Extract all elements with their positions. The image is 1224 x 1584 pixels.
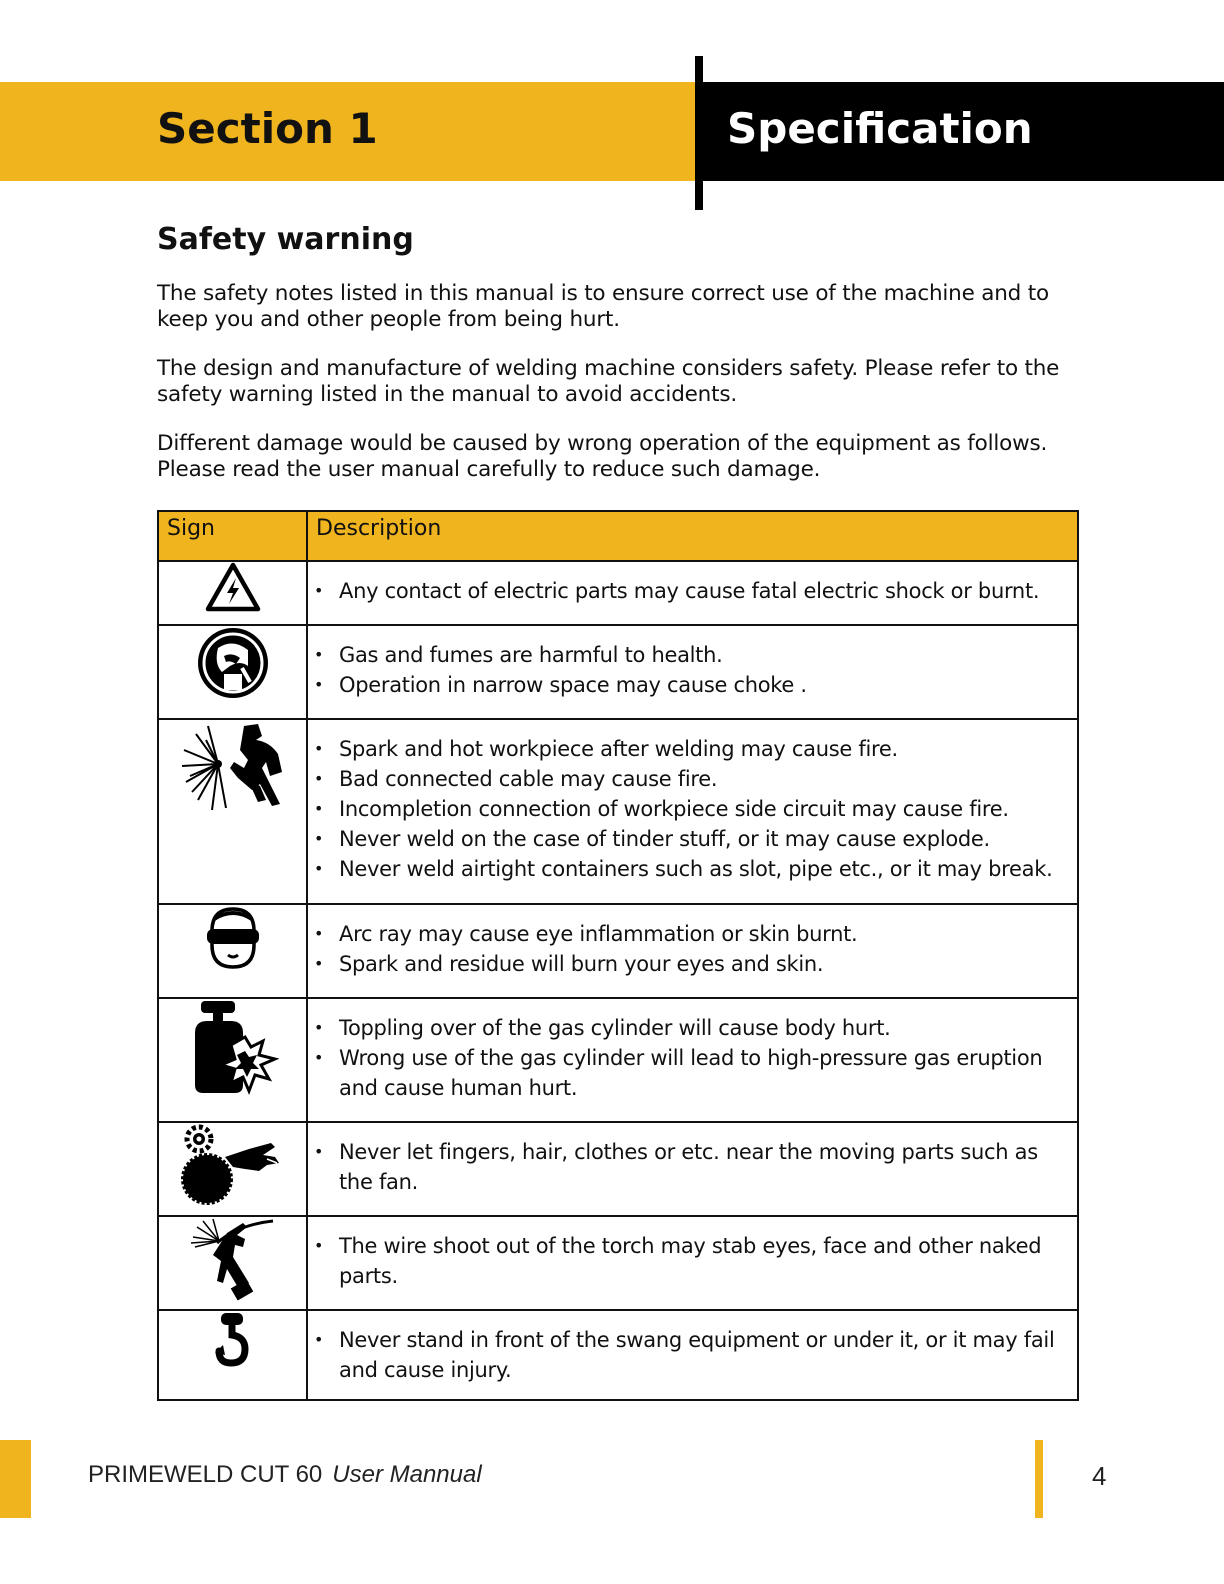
sign-cell (158, 1310, 307, 1400)
safety-goggles-icon (204, 928, 262, 947)
list-item: • Arc ray may cause eye inflammation or skin burnt. (308, 919, 1069, 949)
description-cell (307, 1216, 1078, 1310)
table-row (158, 561, 1078, 625)
table-row (158, 719, 1078, 904)
list-item: • Bad connected cable may cause fire. (308, 764, 1069, 794)
section-header-band (0, 82, 697, 181)
sign-cell (158, 719, 307, 904)
description-cell (307, 998, 1078, 1122)
description-cell (307, 625, 1078, 719)
section-title: Specification (727, 104, 1033, 153)
page-number: 4 (1092, 1461, 1107, 1491)
description-cell (307, 1310, 1078, 1400)
list-item: • Never let fingers, hair, clothes or etc. near the moving parts such as the fan. (308, 1137, 1069, 1197)
footer-accent-left (0, 1440, 31, 1518)
description-cell (307, 1122, 1078, 1216)
moving-gears-hand-icon (179, 1155, 287, 1174)
table-row (158, 1216, 1078, 1310)
footer-doc-name: User Mannual (332, 1461, 482, 1488)
header-divider (695, 56, 703, 210)
sign-cell (158, 998, 307, 1122)
intro-paragraph-1: The safety notes listed in this manual is to ensure correct use of the machine and to keep you and other people from being hurt. (157, 281, 1049, 332)
description-column-header: Description (307, 511, 1078, 561)
section-label: Section 1 (157, 104, 378, 153)
sign-cell (158, 561, 307, 625)
electric-shock-icon (205, 577, 261, 596)
list-item: • Gas and fumes are harmful to health. (308, 640, 1069, 670)
sign-cell (158, 1216, 307, 1310)
list-item: • Never stand in front of the swang equipment or under it, or it may fail and cause injury. (308, 1325, 1069, 1385)
page-title: Safety warning (157, 222, 414, 257)
sign-cell (158, 625, 307, 719)
list-item: • Spark and hot workpiece after welding may cause fire. (308, 734, 1069, 764)
table-header-row (158, 511, 1078, 561)
table-row (158, 998, 1078, 1122)
list-item: • Never weld on the case of tinder stuff, or it may cause explode. (308, 824, 1069, 854)
wire-torch-hand-icon (187, 1249, 279, 1268)
sign-cell (158, 1122, 307, 1216)
gas-cylinder-explosion-icon (187, 1038, 279, 1057)
table-row (158, 904, 1078, 998)
table-row (158, 625, 1078, 719)
section-title-band (697, 82, 1224, 181)
list-item: • Any contact of electric parts may cause fatal electric shock or burnt. (308, 576, 1069, 606)
table-row (158, 1310, 1078, 1400)
description-cell (307, 904, 1078, 998)
footer-accent-right (1035, 1440, 1043, 1518)
welder-sparks-icon (178, 758, 288, 777)
safety-table (157, 510, 1079, 1401)
table-row (158, 1122, 1078, 1216)
crane-hook-icon (213, 1329, 253, 1348)
list-item: • Incompletion connection of workpiece side circuit may cause fire. (308, 794, 1069, 824)
intro-paragraph-3: Different damage would be caused by wrong operation of the equipment as follows. Please read the user manual carefully to reduce such damage. (157, 431, 1048, 482)
intro-paragraph-2: The design and manufacture of welding machine considers safety. Please refer to the safety warning listed in the manual to avoid accidents. (157, 356, 1060, 407)
list-item: • The wire shoot out of the torch may stab eyes, face and other naked parts. (308, 1231, 1069, 1291)
list-item: • Spark and residue will burn your eyes and skin. (308, 949, 1069, 979)
list-item: • Operation in narrow space may cause choke . (308, 670, 1069, 700)
description-cell (307, 561, 1078, 625)
respirator-mask-icon (196, 653, 270, 672)
sign-cell (158, 904, 307, 998)
description-cell (307, 719, 1078, 904)
sign-column-header: Sign (158, 511, 307, 561)
list-item: • Wrong use of the gas cylinder will lead to high-pressure gas eruption and cause human hurt. (308, 1043, 1069, 1103)
list-item: • Toppling over of the gas cylinder will cause body hurt. (308, 1013, 1069, 1043)
list-item: • Never weld airtight containers such as slot, pipe etc., or it may break. (308, 854, 1069, 884)
footer-product: PRIMEWELD CUT 60 (88, 1461, 323, 1488)
footer-title (88, 1461, 482, 1489)
